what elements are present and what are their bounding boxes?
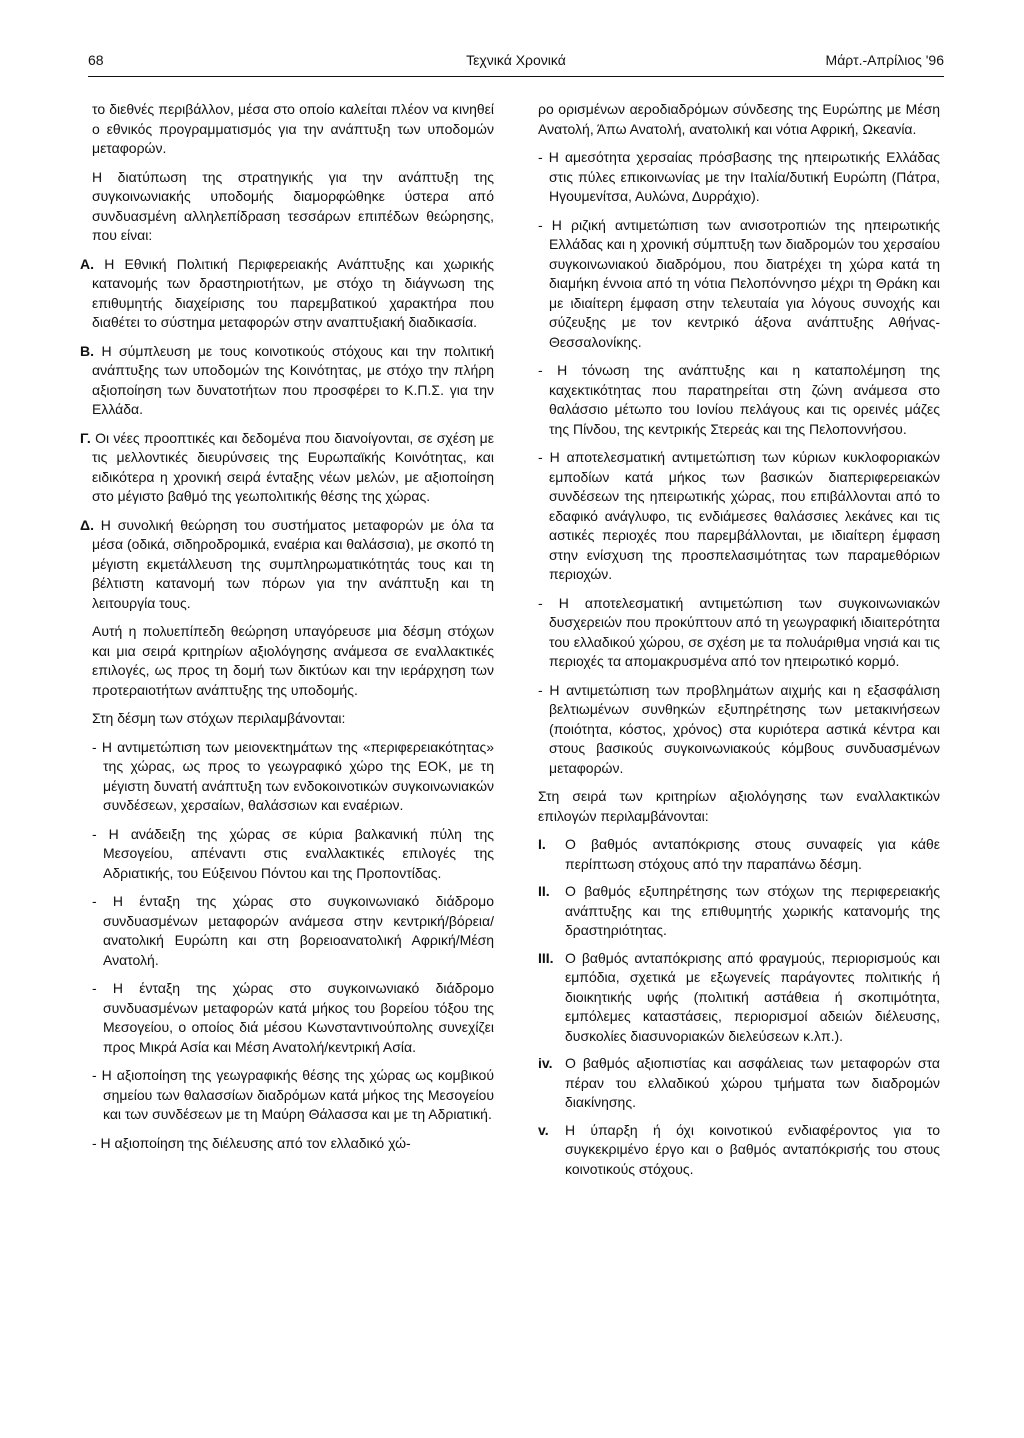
item-text: Οι νέες προοπτικές και δεδομένα που διανοίγονται, σε σχέση με τις μελλοντικές διευρύνσεις της Ευρωπαϊκής Κοινότητας, και ειδικότερα η χρονική σειρά ένταξης νέων μελών, με αξιοποίηση στο μέγιστο βαθμό της γεωπολιτικής θέσης της χώρας. xyxy=(92,429,494,504)
issue-date: Μάρτ.-Απρίλιος '96 xyxy=(825,52,944,68)
criterion-text: Η ύπαρξη ή όχι κοινοτικού ενδιαφέροντος για το συγκεκριμένο έργο και ο βαθμός ανταπόκρισής του στους κοινοτικούς στόχους. xyxy=(565,1121,940,1177)
criterion-item xyxy=(538,882,940,941)
criterion-number: iv. xyxy=(538,1055,553,1071)
criterion-number: I. xyxy=(538,836,546,852)
paragraph: Η διατύπωση της στρατηγικής για την ανάπτυξη της συγκοινωνιακής υποδομής διαμορφώθηκε ύστερα από συνδυασμένη αλληλεπίδραση τεσσάρων επιπέδων θεώρησης, που είναι: xyxy=(92,168,494,243)
paragraph: ρο ορισμένων αεροδιαδρόμων σύνδεσης της Ευρώπης με Μέση Ανατολή, Άπω Ανατολή, ανατολική και νότια Αφρική, Ωκεανία. xyxy=(538,101,940,137)
paragraph: Στη δέσμη των στόχων περιλαμβάνονται: xyxy=(92,710,346,726)
criterion-number: v. xyxy=(538,1121,549,1138)
item-label: Α. xyxy=(80,255,94,272)
paragraph: Στη σειρά των κριτηρίων αξιολόγησης των εναλλακτικών επιλογών περιλαμβάνονται: xyxy=(538,788,940,824)
page-number: 68 xyxy=(88,52,104,68)
criterion-item xyxy=(538,949,940,1047)
bullet-item: - Η ένταξη της χώρας στο συγκοινωνιακό διάδρομο συνδυασμένων μεταφορών ανάμεσα στην κεντρική/βόρεια/ανατολική Ευρώπη και στη βορειοανατολική Αφρική/Μέση Ανατολή. xyxy=(92,893,494,968)
item-label: Β. xyxy=(80,342,94,359)
bullet-item: - Η ριζική αντιμετώπιση των ανισοτροπιών της ηπειρωτικής Ελλάδας και η χρονική σύμπτυξη των διαδρομών του χερσαίου συγκοινωνιακού διαδρόμου, που διατρέχει τη χώρα κατά τη διαμήκη έννοια από τη νότια Πελοπόννησο μέχρι τη Θράκη και με ιδιαίτερη έμφαση στην τελευταία για λόγους συνοχής και σύζευξης με τον κεντρικό άξονα ανάπτυξης Αθήνας-Θεσσαλονίκης. xyxy=(538,216,940,350)
criterion-number: II. xyxy=(538,883,550,899)
item-text: Η συνολική θεώρηση του συστήματος μεταφορών με όλα τα μέσα (οδικά, σιδηροδρομικά, εναέρια και θαλάσσια), με σκοπό τη μέγιστη εκμετάλλευση της συμπληρωματικότητάς τους και τη βέλτιστη κατανομή των πόρων για την ανάπτυξη και τη λειτουργία τους. xyxy=(92,516,494,611)
bullet-item: - Η αξιοποίηση της διέλευσης από τον ελλαδικό χώ- xyxy=(92,1134,411,1151)
journal-title: Τεχνικά Χρονικά xyxy=(466,52,566,68)
list-item-b xyxy=(80,342,494,420)
bullet-item: - Η αμεσότητα χερσαίας πρόσβασης της ηπειρωτικής Ελλάδας στις πύλες επικοινωνίας με την Ιταλία/δυτική Ευρώπη (Πάτρα, Ηγουμενίτσα, Αυλώνα, Δυρράχιο). xyxy=(538,149,940,204)
item-text: Η Εθνική Πολιτική Περιφερειακής Ανάπτυξης και χωρικής κατανομής των δραστηριοτήτων, με στόχο τη διάγνωση της επιθυμητής διαχείρισης του παρεμβατικού χαρακτήρα που διαθέτει το σύστημα μεταφορών στην αναπτυξιακή διαδικασία. xyxy=(92,255,494,330)
criterion-text: Ο βαθμός εξυπηρέτησης των στόχων της περιφερειακής ανάπτυξης και της επιθυμητής χωρικής κατανομής της δραστηριότητας. xyxy=(565,883,940,938)
left-column xyxy=(80,100,494,1162)
bullet-item: - Η αντιμετώπιση των προβλημάτων αιχμής και η εξασφάλιση βελτιωμένων συνθηκών εξυπηρέτησης των μετακινήσεων (ποιότητα, κόστος, χρόνος) στα κυριότερα αστικά κέντρα και στους βασικούς συγκοινωνιακούς κόμβους συνδυασμένων μεταφορών. xyxy=(538,681,940,776)
bullet-item: - Η αντιμετώπιση των μειονεκτημάτων της «περιφερειακότητας» της χώρας, ως προς το γεωγραφικό χώρο της ΕΟΚ, με τη μέγιστη δυνατή ανάπτυξη των ενδοκοινοτικών συγκοινωνιακών συνδέσεων, χερσαίων, θαλάσσιων και εναέριων. xyxy=(92,738,494,813)
item-text: Η σύμπλευση με τους κοινοτικούς στόχους και την πολιτική ανάπτυξης των υποδομών της Κοινότητας, με στόχο την πλήρη αξιοποίηση των δυνατοτήτων που προσφέρει το Κ.Π.Σ. για την Ελλάδα. xyxy=(92,342,494,417)
bullet-item: - Η αποτελεσματική αντιμετώπιση των συγκοινωνιακών δυσχερειών που προκύπτουν από τη γεωγραφική ιδιαιτερότητα του ελλαδικού χώρου, σε σχέση με τα πολυάριθμα νησιά και τις περιοχές τα απομακρυσμένα από τον ηπειρωτικό κορμό. xyxy=(538,594,941,669)
bullet-item: - Η ένταξη της χώρας στο συγκοινωνιακό διάδρομο συνδυασμένων μεταφορών κατά μήκος του βορείου τόξου της Μεσογείου, ο οποίος διά μέσου Κωνσταντινούπολης συνεχίζει προς Μικρά Ασία και Μέση Ανατολή/κεντρική Ασία. xyxy=(92,980,494,1055)
bullet-item: - Η αποτελεσματική αντιμετώπιση των κύριων κυκλοφοριακών εμποδίων κατά μήκος των βασικών διαπεριφερειακών συνδέσεων της ηπειρωτικής χώρας, που επιβάλλονται από το εδαφικό ανάγλυφο, τις ενδιάμεσες θαλάσσιες λεκάνες και τις αστικές περιοχές που παρεμβάλλονται, με ιδιαίτερη έμφαση στην ενίσχυση της προσπελασιμότητας των παραμεθόριων περιοχών. xyxy=(538,449,940,582)
criterion-item xyxy=(538,835,940,874)
criterion-text: Ο βαθμός ανταπόκρισης στους συναφείς για κάθε περίπτωση στόχους από την παραπάνω δέσμη. xyxy=(565,836,940,872)
list-item-c xyxy=(80,429,494,507)
criterion-number: III. xyxy=(538,949,554,966)
paragraph: το διεθνές περιβάλλον, μέσα στο οποίο καλείται πλέον να κινηθεί ο εθνικός προγραμματισμός για την ανάπτυξη των υποδομών μεταφορών. xyxy=(92,101,494,156)
bullet-item: - Η ανάδειξη της χώρας σε κύρια βαλκανική πύλη της Μεσογείου, απέναντι στις εναλλακτικές επιλογές της Αδριατικής, του Εύξεινου Πόντου και της Προποντίδας. xyxy=(92,825,494,881)
item-label: Δ. xyxy=(80,516,94,533)
criterion-item xyxy=(538,1121,940,1180)
page-header xyxy=(88,52,944,77)
bullet-item: - Η αξιοποίηση της γεωγραφικής θέσης της χώρας ως κομβικού σημείου των θαλασσίων διαδρόμων κατά μήκος της Μεσογείου και των συνδέσεων με τη Μαύρη Θάλασσα και με τη Αδριατική. xyxy=(92,1067,494,1122)
criterion-item xyxy=(538,1054,940,1113)
criterion-text: Ο βαθμός αξιοπιστίας και ασφάλειας των μεταφορών στα πέραν του ελλαδικού χώρου τμήματα των διαδρομών διακίνησης. xyxy=(565,1055,940,1110)
paragraph: Αυτή η πολυεπίπεδη θεώρηση υπαγόρευσε μια δέσμη στόχων και μια σειρά κριτηρίων αξιολόγησης ανάμεσα σε εναλλακτικές επιλογές, ως προς τη δομή των δικτύων και την ιεράρχηση των προτεραιοτήτων ανάπτυξης της υποδομής. xyxy=(92,623,494,698)
item-label: Γ. xyxy=(80,429,91,446)
list-item-d xyxy=(80,516,494,614)
right-column xyxy=(538,100,940,1187)
criterion-text: Ο βαθμός ανταπόκρισης από φραγμούς, περιορισμούς και εμπόδια, σχετικά με εξωγενείς παράγοντες πολιτικής ή διοικητικής υφής (πολιτική αστάθεια ή σκοπιμότητα, εμπόλεμες καταστάσεις, περιορισμοί αδειών διέλευσης, δυσκολίες διασυνοριακών διελεύσεων κ.λπ.). xyxy=(565,949,940,1044)
bullet-item: - Η τόνωση της ανάπτυξης και η καταπολέμηση της καχεκτικότητας που παρατηρείται στη ζώνη ανάμεσα στο θαλάσσιο μέτωπο του Ιονίου πελάγους και τις ορεινές μάζες της Πίνδου, της κεντρικής Στερεάς και της Πελοποννήσου. xyxy=(538,362,940,437)
list-item-a xyxy=(80,255,494,333)
